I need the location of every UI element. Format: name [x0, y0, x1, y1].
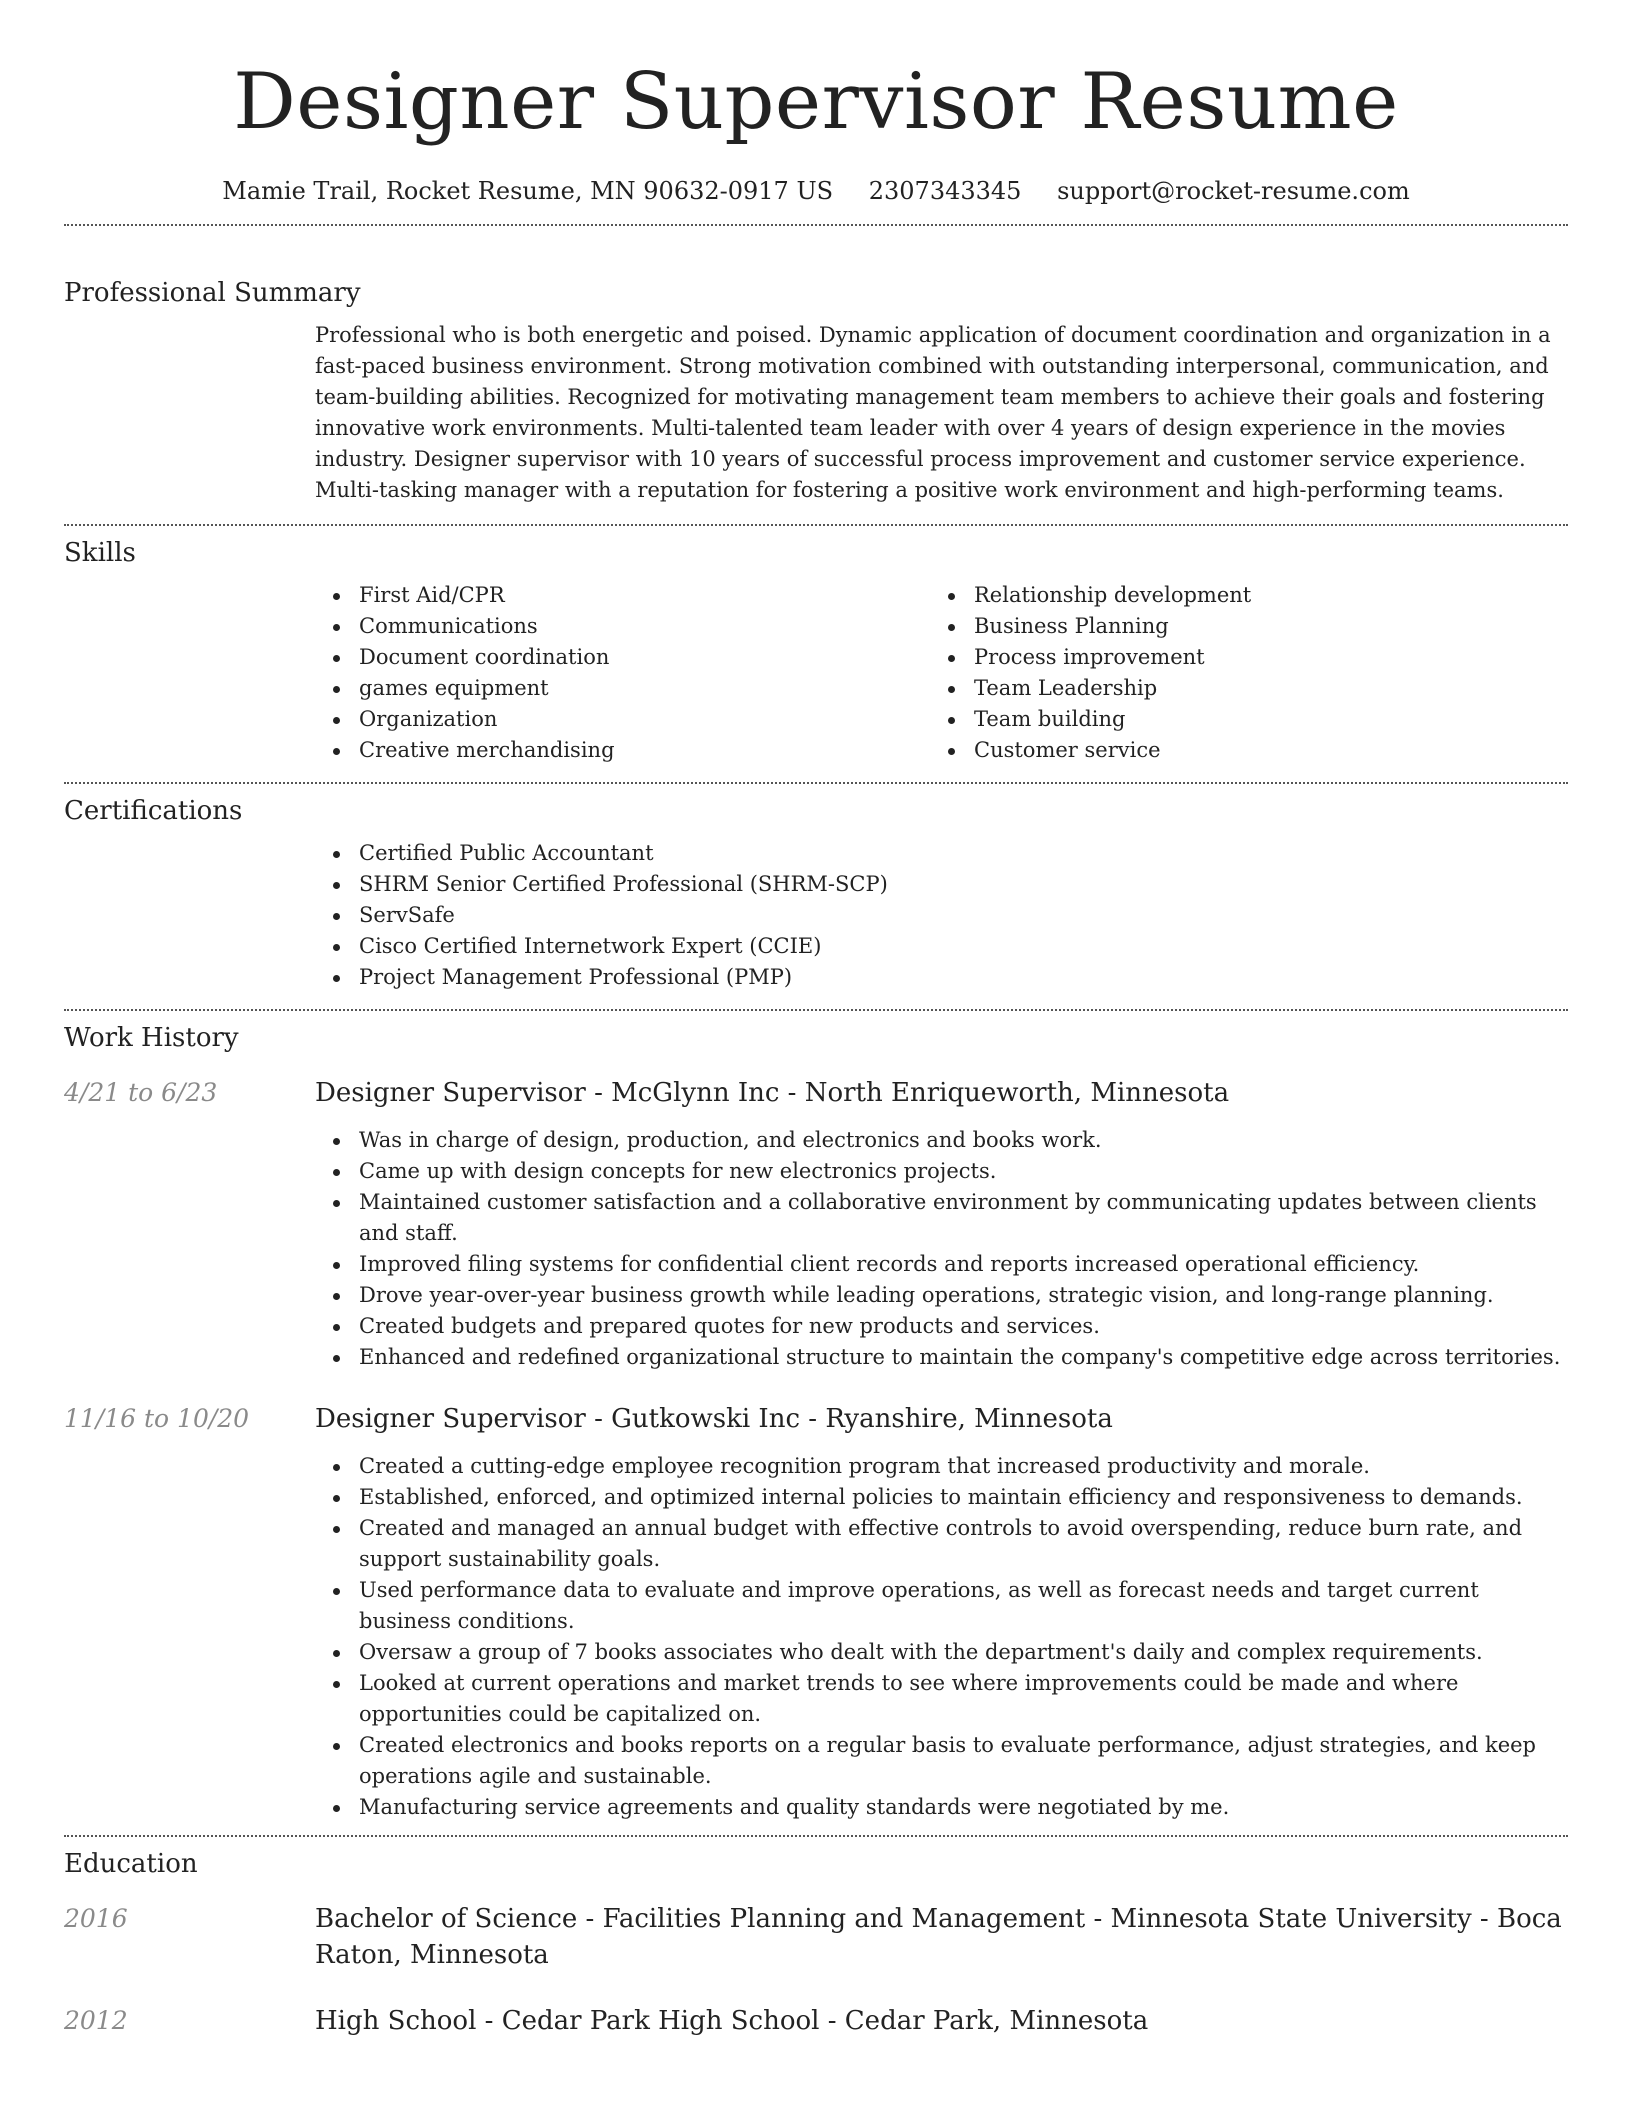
job-dates: 4/21 to 6/23 — [64, 1078, 218, 1107]
job-bullet: Came up with design concepts for new electronics projects. — [315, 1156, 1568, 1187]
job-bullet: Created budgets and prepared quotes for new products and services. — [315, 1311, 1568, 1342]
summary-title: Professional Summary — [64, 278, 361, 308]
certifications-title: Certifications — [64, 796, 243, 826]
contact-phone: 2307343345 — [868, 177, 1022, 205]
skill-item: Communications — [315, 611, 930, 642]
skill-item: Business Planning — [930, 611, 1545, 642]
job-bullet: Enhanced and redefined organizational structure to maintain the company's competitive edge across territories. — [315, 1342, 1568, 1373]
job-entry — [64, 1075, 1568, 1373]
skills-section — [64, 526, 1568, 782]
education-entry — [64, 2003, 1568, 2039]
work-history-section — [64, 1011, 1568, 1835]
skill-item: Creative merchandising — [315, 735, 930, 766]
job-bullet: Created electronics and books reports on a regular basis to evaluate performance, adjust strategies, and keep operations agile and sustainable. — [315, 1730, 1568, 1792]
skill-item: Document coordination — [315, 642, 930, 673]
skill-item: Organization — [315, 704, 930, 735]
skill-item: games equipment — [315, 673, 930, 704]
education-title-text: Bachelor of Science - Facilities Planning and Management - Minnesota State University - Boca Raton, Minnesota — [315, 1904, 1562, 1970]
education-title-text: High School - Cedar Park High School - Cedar Park, Minnesota — [315, 2006, 1149, 2036]
certification-item: Certified Public Accountant — [315, 838, 1568, 869]
job-bullet: Manufacturing service agreements and quality standards were negotiated by me. — [315, 1792, 1568, 1823]
job-bullet: Oversaw a group of 7 books associates who dealt with the department's daily and complex requirements. — [315, 1637, 1568, 1668]
education-entry — [64, 1901, 1568, 1973]
contact-email: support@rocket-resume.com — [1057, 177, 1410, 205]
job-title: Designer Supervisor - Gutkowski Inc - Ryanshire, Minnesota — [315, 1404, 1113, 1434]
job-details — [315, 1401, 1568, 1835]
job-dates: 11/16 to 10/20 — [64, 1404, 250, 1433]
skill-item: Process improvement — [930, 642, 1545, 673]
job-bullet: Drove year-over-year business growth while leading operations, strategic vision, and long-range planning. — [315, 1280, 1568, 1311]
job-entry — [64, 1401, 1568, 1835]
certification-item: Cisco Certified Internetwork Expert (CCIE) — [315, 931, 1568, 962]
skills-list-right — [930, 580, 1545, 766]
job-bullet: Was in charge of design, production, and electronics and books work. — [315, 1125, 1568, 1156]
education-section — [64, 1837, 1568, 2039]
certifications-list — [315, 838, 1568, 1009]
skill-item: Relationship development — [930, 580, 1545, 611]
skills-list-left — [315, 580, 930, 766]
job-bullets — [315, 1125, 1568, 1373]
job-bullets — [315, 1451, 1568, 1835]
job-bullet: Created a cutting-edge employee recognition program that increased productivity and morale. — [315, 1451, 1568, 1482]
certification-item: ServSafe — [315, 900, 1568, 931]
skill-item: First Aid/CPR — [315, 580, 930, 611]
education-title: Education — [64, 1849, 198, 1879]
skill-item: Team building — [930, 704, 1545, 735]
skills-title: Skills — [64, 538, 136, 568]
job-bullet: Established, enforced, and optimized internal policies to maintain efficiency and responsiveness to demands. — [315, 1482, 1568, 1513]
job-title: Designer Supervisor - McGlynn Inc - North Enriqueworth, Minnesota — [315, 1078, 1230, 1108]
skill-item: Customer service — [930, 735, 1545, 766]
contact-line — [64, 174, 1568, 208]
summary-text: Professional who is both energetic and poised. Dynamic application of document coordination and organization in a fast-paced business environment. Strong motivation combined with outstanding interpersonal, communication, and team-building abilities. Recognized for motivating management team members to achieve their goals and fostering innovative work environments. Multi-talented team leader with over 4 years of design experience in the movies industry. Designer supervisor with 10 years of successful process improvement and customer service experience. Multi-tasking manager with a reputation for fostering a positive work environment and high-performing teams. — [315, 323, 1551, 502]
job-bullet: Created and managed an annual budget with effective controls to avoid overspending, reduce burn rate, and support sustainability goals. — [315, 1513, 1568, 1575]
contact-address: Mamie Trail, Rocket Resume, MN 90632-0917 US — [222, 177, 834, 205]
certification-item: SHRM Senior Certified Professional (SHRM-SCP) — [315, 869, 1568, 900]
job-bullet: Used performance data to evaluate and improve operations, as well as forecast needs and target current business conditions. — [315, 1575, 1568, 1637]
resume-header — [64, 0, 1568, 208]
certification-item: Project Management Professional (PMP) — [315, 962, 1568, 993]
job-bullet: Maintained customer satisfaction and a collaborative environment by communicating updates between clients and staff. — [315, 1187, 1568, 1249]
work-history-title: Work History — [64, 1023, 239, 1053]
summary-section — [64, 226, 1568, 524]
skill-item: Team Leadership — [930, 673, 1545, 704]
job-bullet: Looked at current operations and market trends to see where improvements could be made and where opportunities could be capitalized on. — [315, 1668, 1568, 1730]
skills-grid — [315, 580, 1568, 782]
resume-title: Designer Supervisor Resume — [233, 57, 1399, 147]
education-year: 2012 — [64, 2006, 128, 2035]
education-year: 2016 — [64, 1904, 128, 1933]
job-details — [315, 1075, 1568, 1373]
job-bullet: Improved filing systems for confidential client records and reports increased operational efficiency. — [315, 1249, 1568, 1280]
certifications-section — [64, 784, 1568, 1009]
